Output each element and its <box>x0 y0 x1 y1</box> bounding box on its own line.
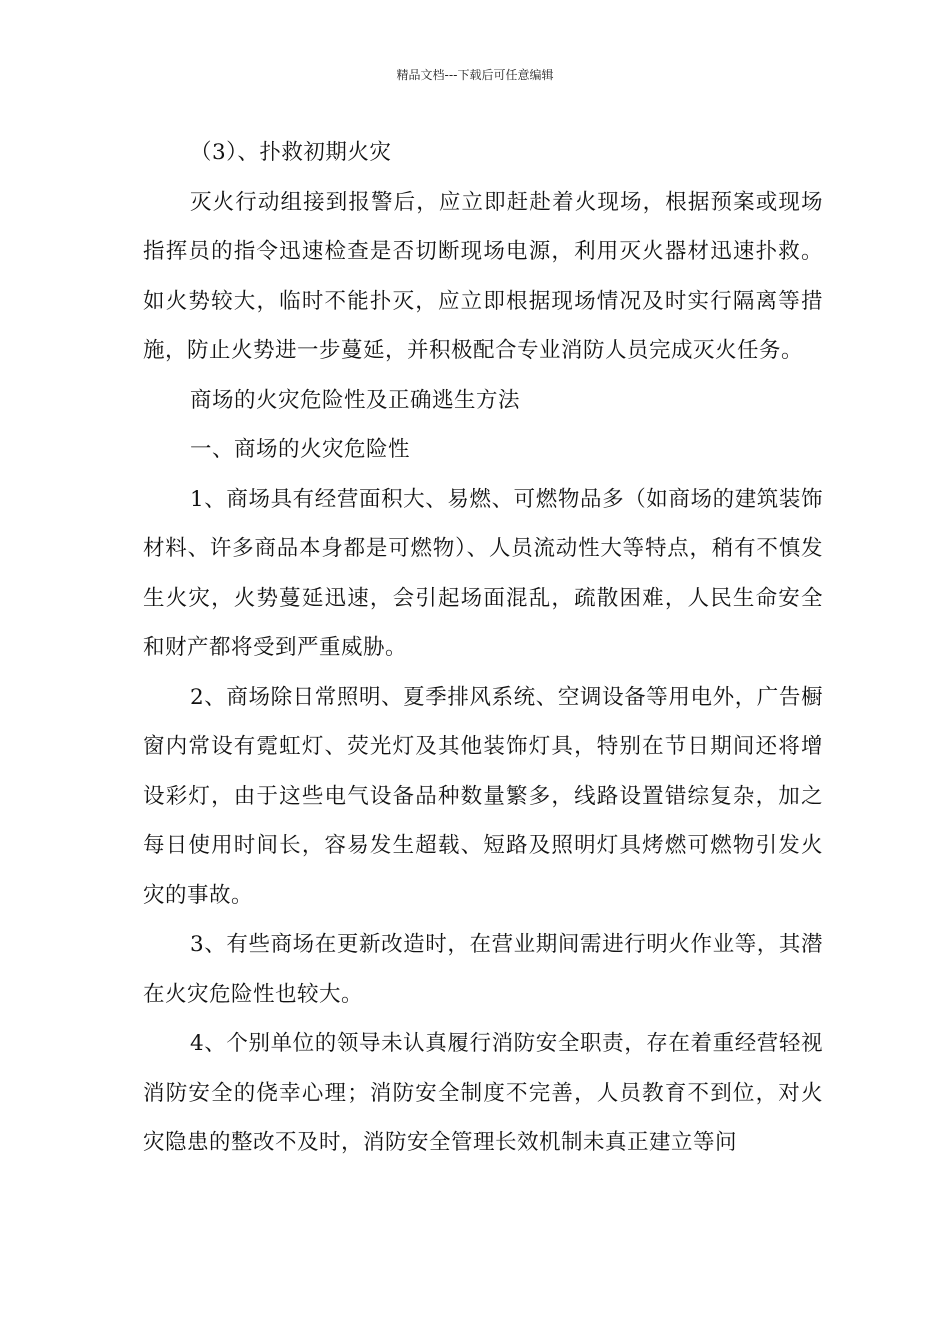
document-body <box>143 128 823 1168</box>
paragraph-item-2: 2、商场除日常照明、夏季排风系统、空调设备等用电外，广告橱窗内常设有霓虹灯、荧光灯及其他装饰灯具，特别在节日期间还将增设彩灯，由于这些电气设备品种数量繁多，线路设置错综复杂，加之每日使用时间长，容易发生超载、短路及照明灯具烤燃可燃物引发火灾的事故。 <box>143 684 823 908</box>
paragraph-item-1: 1、商场具有经营面积大、易燃、可燃物品多（如商场的建筑装饰材料、许多商品本身都是可燃物）、人员流动性大等特点，稍有不慎发生火灾，火势蔓延迅速，会引起场面混乱，疏散困难，人民生命安全和财产都将受到严重威胁。 <box>143 486 823 660</box>
page-header: 精品文档---下载后可任意编辑 <box>396 68 554 82</box>
paragraph-item-4: 4、个别单位的领导未认真履行消防安全职责，存在着重经营轻视消防安全的侥幸心理；消防安全制度不完善，人员教育不到位，对火灾隐患的整改不及时，消防安全管理长效机制未真正建立等问 <box>143 1031 823 1155</box>
paragraph-item-3: 3、有些商场在更新改造时，在营业期间需进行明火作业等，其潜在火灾危险性也较大。 <box>143 932 823 1007</box>
section-heading-firefighting: （3）、扑救初期火灾 <box>190 140 392 165</box>
section-heading-fire-danger: 一、商场的火灾危险性 <box>190 437 411 462</box>
paragraph-firefighting-action: 灭火行动组接到报警后，应立即赶赴着火现场，根据预案或现场指挥员的指令迅速检查是否切断现场电源，利用灭火器材迅速扑救。如火势较大，临时不能扑灭，应立即根据现场情况及时实行隔离等措施，防止火势进一步蔓延，并积极配合专业消防人员完成灭火任务。 <box>143 189 823 363</box>
section-title-mall-fire: 商场的火灾危险性及正确逃生方法 <box>190 387 521 413</box>
